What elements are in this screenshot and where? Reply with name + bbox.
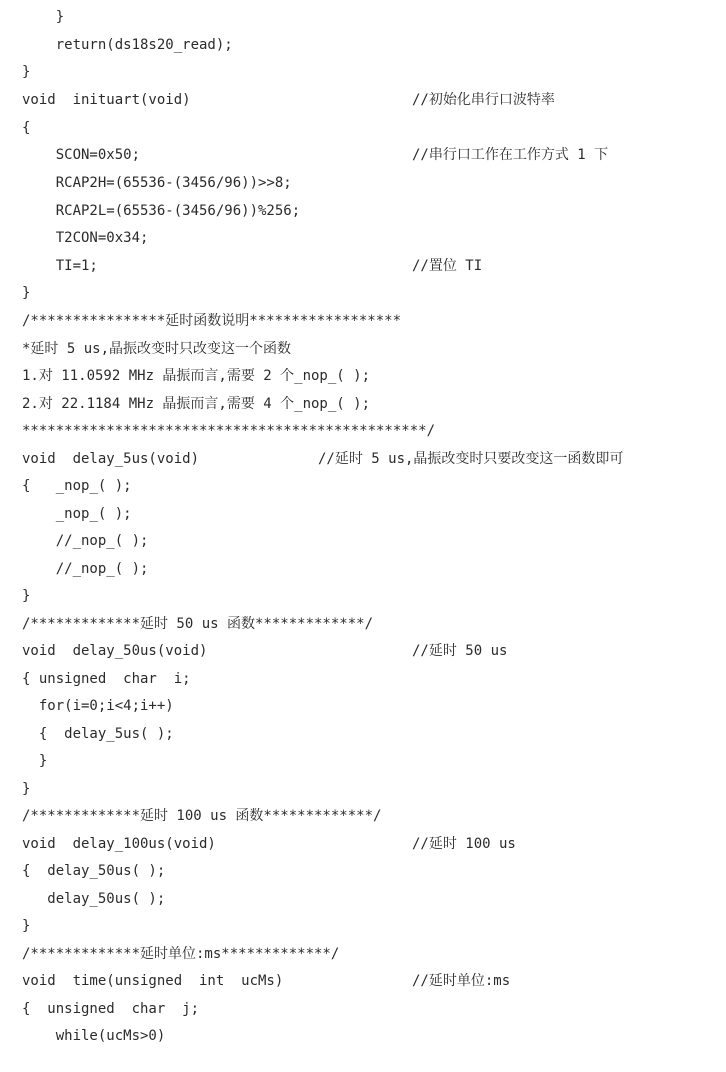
code-line-32: { delay_50us( ); (22, 863, 166, 879)
code-line-5: { (22, 120, 31, 136)
code-line-20: //_nop_( ); (22, 533, 149, 549)
code-line-11: } (22, 285, 31, 301)
code-line-17: void delay_5us(void) (22, 451, 200, 467)
code-line-10: TI=1; (22, 258, 98, 274)
code-line-26: for(i=0;i<4;i++) (22, 698, 174, 714)
code-line-3: } (22, 64, 31, 80)
code-line-27: { delay_5us( ); (22, 726, 174, 742)
code-line-30: /*************延时 100 us 函数*************/ (22, 808, 382, 824)
code-line-7: RCAP2H=(65536-(3456/96))>>8; (22, 175, 292, 191)
code-line-13: *延时 5 us,晶振改变时只改变这一个函数 (22, 341, 292, 357)
code-line-24: void delay_50us(void) (22, 643, 208, 659)
code-line-33: delay_50us( ); (22, 891, 166, 907)
code-line-21: //_nop_( ); (22, 561, 149, 577)
code-line-9: T2CON=0x34; (22, 230, 149, 246)
code-comment-24: //延时 50 us (412, 643, 508, 659)
code-line-25: { unsigned char i; (22, 671, 191, 687)
code-comment-31: //延时 100 us (412, 836, 516, 852)
code-line-28: } (22, 753, 48, 769)
code-comment-4: //初始化串行口波特率 (412, 92, 555, 108)
code-line-22: } (22, 588, 31, 604)
code-line-1: } (22, 9, 65, 25)
code-line-18: { _nop_( ); (22, 478, 132, 494)
code-line-38: while(ucMs>0) (22, 1028, 166, 1044)
code-line-36: void time(unsigned int ucMs) (22, 973, 284, 989)
code-line-34: } (22, 918, 31, 934)
code-line-14: 1.对 11.0592 MHz 晶振而言,需要 2 个_nop_( ); (22, 368, 371, 384)
code-comment-36: //延时单位:ms (412, 973, 511, 989)
code-comment-6: //串行口工作在工作方式 1 下 (412, 147, 609, 163)
code-comment-17: //延时 5 us,晶振改变时只要改变这一函数即可 (318, 451, 624, 467)
code-line-16: ************************************************/ (22, 423, 436, 439)
code-line-15: 2.对 22.1184 MHz 晶振而言,需要 4 个_nop_( ); (22, 396, 371, 412)
code-line-35: /*************延时单位:ms*************/ (22, 946, 340, 962)
code-line-2: return(ds18s20_read); (22, 37, 233, 53)
code-line-4: void inituart(void) (22, 92, 191, 108)
code-line-31: void delay_100us(void) (22, 836, 216, 852)
code-line-23: /*************延时 50 us 函数*************/ (22, 616, 374, 632)
code-line-8: RCAP2L=(65536-(3456/96))%256; (22, 203, 301, 219)
code-line-19: _nop_( ); (22, 506, 132, 522)
code-comment-10: //置位 TI (412, 258, 483, 274)
code-line-29: } (22, 781, 31, 797)
code-line-12: /****************延时函数说明****************** (22, 313, 402, 329)
code-line-37: { unsigned char j; (22, 1001, 200, 1017)
code-line-6: SCON=0x50; (22, 147, 141, 163)
